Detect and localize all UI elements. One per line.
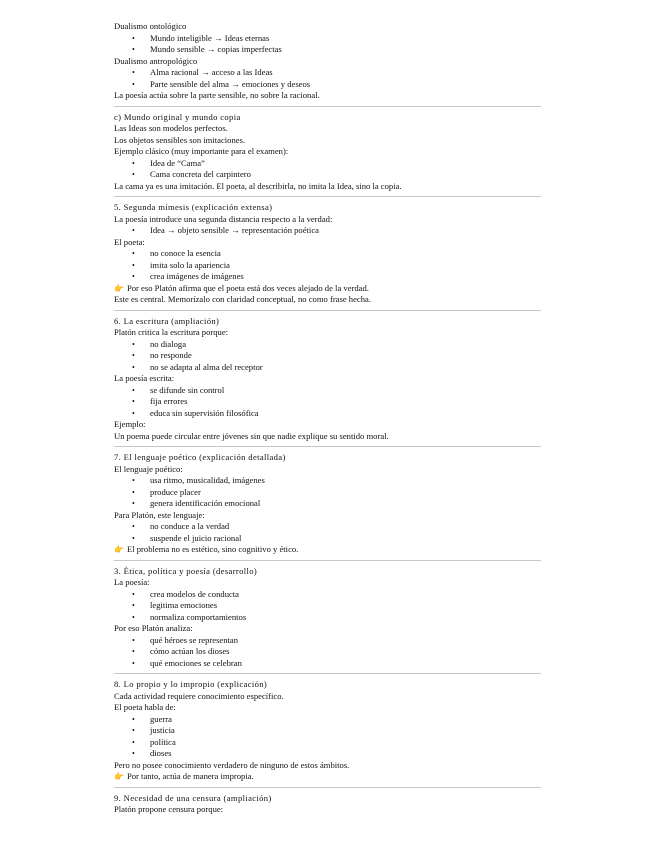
section: [114, 21, 541, 102]
text-line: Por eso Platón analiza:: [114, 623, 193, 633]
bullet-item: • qué héroes se representan: [114, 635, 541, 647]
text-line: Un poema puede circular entre jóvenes sin que nadie explique su sentido moral.: [114, 430, 389, 441]
bullet-item: • Mundo inteligible → Ideas eternas: [114, 33, 541, 45]
text-line: Dualismo antropológico: [114, 55, 198, 66]
section-divider: [114, 196, 541, 197]
section-heading: 3. Ética, política y poesía (desarrollo): [114, 565, 258, 576]
bullet-item: • educa sin supervisión filosófica: [114, 408, 541, 420]
section-divider: [114, 787, 541, 788]
bullet-item: • no conoce la esencia: [114, 248, 541, 260]
bullet-item: • Idea → objeto sensible → representación poética: [114, 225, 541, 237]
text-line: Para Platón, este lenguaje:: [114, 509, 205, 520]
bullet-item: • no conduce a la verdad: [114, 521, 541, 533]
text-line: La poesía:: [114, 577, 150, 587]
section-heading: 8. Lo propio y lo impropio (explicación): [114, 679, 268, 689]
section-heading: 6. La escritura (ampliación): [114, 315, 220, 326]
pointing-note: [114, 544, 541, 556]
section: [114, 316, 541, 443]
section: [114, 679, 541, 783]
bullet-item: • normaliza comportamientos: [114, 612, 541, 624]
bullet-item: • qué emociones se celebran: [114, 658, 541, 670]
bullet-item: • produce placer: [114, 487, 541, 499]
note-text: El problema no es estético, sino cognitivo y ético.: [126, 544, 299, 554]
bullet-item: • usa ritmo, musicalidad, imágenes: [114, 475, 541, 487]
bullet-item: • imita solo la apariencia: [114, 260, 541, 272]
text-line: La poesía escrita:: [114, 373, 175, 383]
bullet-item: • dioses: [114, 748, 541, 760]
section: [114, 566, 541, 670]
section-divider: [114, 560, 541, 561]
bullet-item: • justicia: [114, 725, 541, 737]
section-heading: c) Mundo original y mundo copia: [114, 111, 241, 122]
bullet-item: • crea modelos de conducta: [114, 589, 541, 601]
section-heading: 9. Necesidad de una censura (ampliación): [114, 792, 272, 803]
section-heading: 5. Segunda mímesis (explicación extensa): [114, 202, 273, 212]
text-line: Este es central. Memorízalo con claridad conceptual, no como frase hecha.: [114, 294, 371, 304]
pointing-hand-icon: 👉: [114, 772, 124, 781]
bullet-item: • no responde: [114, 350, 541, 362]
bullet-item: • crea imágenes de imágenes: [114, 271, 541, 283]
bullet-item: • guerra: [114, 714, 541, 726]
bullet-item: • no se adapta al alma del receptor: [114, 362, 541, 374]
bullet-item: • no dialoga: [114, 339, 541, 351]
text-line: La poesía introduce una segunda distancia respecto a la verdad:: [114, 213, 333, 224]
text-line: La cama ya es una imitación. El poeta, al describirla, no imita la Idea, sino la copia.: [114, 180, 402, 191]
text-line: Ejemplo:: [114, 419, 146, 429]
text-line: Dualismo ontológico: [114, 21, 187, 31]
text-line: La poesía actúa sobre la parte sensible, no sobre la racional.: [114, 90, 320, 100]
bullet-item: • se difunde sin control: [114, 385, 541, 397]
text-line: Los objetos sensibles son imitaciones.: [114, 134, 246, 145]
bullet-item: • Idea de “Cama”: [114, 158, 541, 170]
bullet-item: • Alma racional → acceso a las Ideas: [114, 67, 541, 79]
note-text: Por tanto, actúa de manera impropia.: [126, 771, 254, 781]
pointing-hand-icon: 👉: [114, 283, 124, 293]
text-line: Platón critica la escritura porque:: [114, 327, 229, 337]
bullet-item: • genera identificación emocional: [114, 498, 541, 510]
pointing-note: [114, 771, 541, 783]
section: [114, 202, 541, 306]
section: [114, 452, 541, 556]
text-line: El lenguaje poético:: [114, 463, 183, 474]
text-line: Pero no posee conocimiento verdadero de ninguno de estos ámbitos.: [114, 759, 350, 770]
section: [114, 793, 541, 816]
text-line: Platón propone censura porque:: [114, 804, 224, 814]
bullet-item: • Parte sensible del alma → emociones y deseos: [114, 79, 541, 91]
section-divider: [114, 446, 541, 447]
text-line: Ejemplo clásico (muy importante para el examen):: [114, 146, 289, 156]
section-divider: [114, 673, 541, 674]
bullet-item: • fija errores: [114, 396, 541, 408]
text-line: El poeta:: [114, 236, 145, 247]
pointing-hand-icon: 👉: [114, 545, 124, 554]
section-divider: [114, 310, 541, 311]
section: [114, 112, 541, 193]
text-line: El poeta habla de:: [114, 702, 176, 712]
bullet-item: • suspende el juicio racional: [114, 533, 541, 545]
note-text: Por eso Platón afirma que el poeta está dos veces alejado de la verdad.: [126, 282, 369, 293]
text-line: Las Ideas son modelos perfectos.: [114, 123, 228, 133]
bullet-item: • legitima emociones: [114, 600, 541, 612]
text-line: Cada actividad requiere conocimiento específico.: [114, 690, 284, 701]
bullet-item: • Cama concreta del carpintero: [114, 169, 541, 181]
pointing-note: [114, 283, 541, 295]
bullet-item: • política: [114, 737, 541, 749]
document-page: [114, 21, 541, 816]
bullet-item: • Mundo sensible → copias imperfectas: [114, 44, 541, 56]
section-divider: [114, 106, 541, 107]
bullet-item: • cómo actúan los dioses: [114, 646, 541, 658]
section-heading: 7. El lenguaje poético (explicación detallada): [114, 452, 286, 462]
